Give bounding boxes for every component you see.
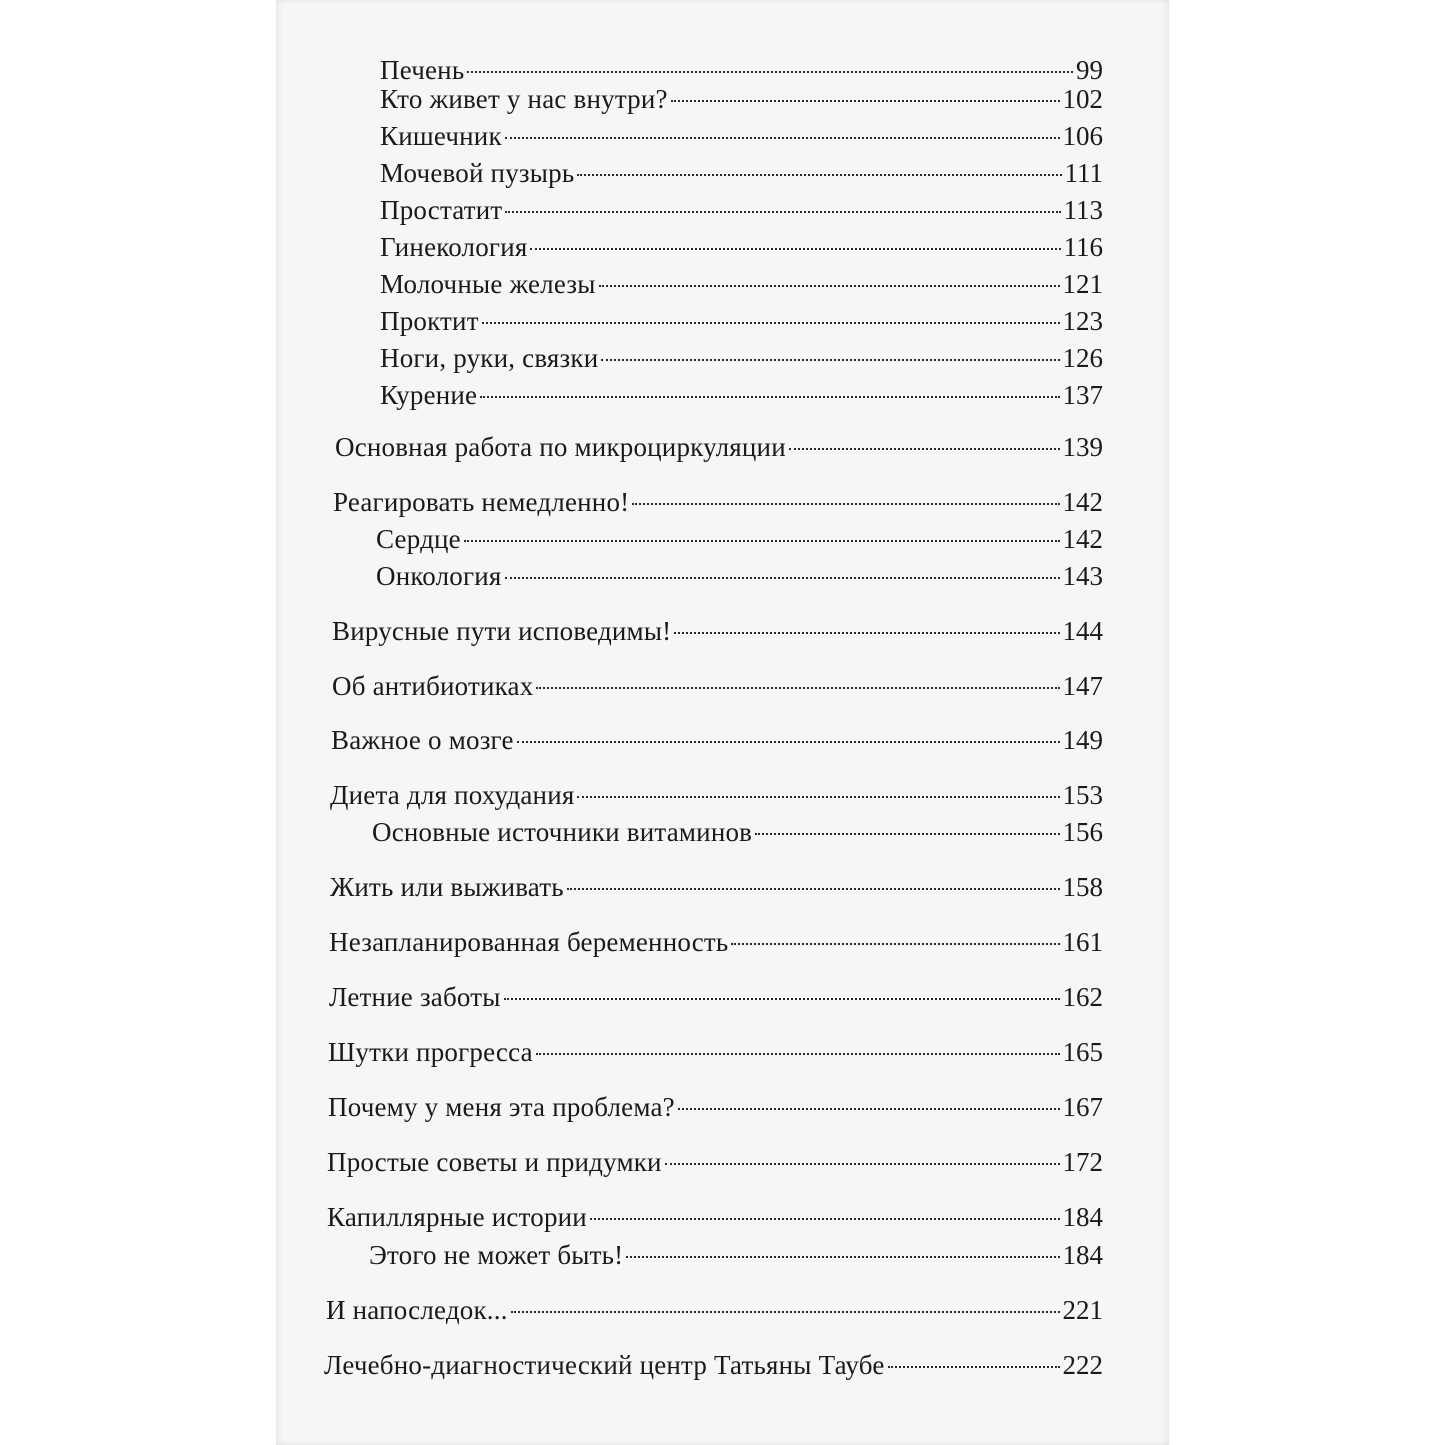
dot-leader (577, 173, 1061, 176)
toc-entry-page: 143 (1062, 561, 1103, 591)
dot-leader (482, 321, 1060, 324)
dot-leader (536, 686, 1059, 689)
toc-entry (330, 871, 1103, 903)
toc-entry-page: 184 (1062, 1202, 1103, 1232)
toc-entry (327, 1201, 1103, 1233)
dot-leader (665, 1162, 1060, 1165)
toc-entry-title: Капиллярные истории (327, 1202, 587, 1232)
toc-entry-title: Простые советы и придумки (327, 1147, 662, 1177)
dot-leader (632, 502, 1059, 505)
toc-entry-title: Почему у меня эта проблема? (328, 1092, 675, 1122)
dot-leader (567, 887, 1060, 890)
toc-entry-page: 106 (1062, 121, 1103, 151)
toc-entry-title: Кишечник (380, 121, 502, 151)
toc-entry (380, 342, 1103, 374)
toc-entry (332, 615, 1103, 647)
toc-entry-page: 142 (1062, 524, 1103, 554)
dot-leader (601, 358, 1059, 361)
toc-entry-title: Вирусные пути исповедимы! (332, 616, 672, 646)
toc-entry-page: 158 (1062, 872, 1103, 902)
toc-entry (331, 724, 1103, 756)
toc-entry (369, 1239, 1103, 1271)
dot-leader (536, 1052, 1060, 1055)
dot-leader (678, 1107, 1060, 1110)
dot-leader (505, 136, 1060, 139)
dot-leader (504, 997, 1060, 1000)
dot-leader (505, 210, 1060, 213)
toc-entry (376, 523, 1103, 555)
toc-entry (372, 816, 1103, 848)
toc-entry (380, 305, 1103, 337)
toc-entry-title: Важное о мозге (331, 725, 514, 755)
toc-entry (380, 157, 1103, 189)
toc-entry (380, 120, 1103, 152)
toc-entry-page: 165 (1062, 1037, 1103, 1067)
toc-entry (380, 268, 1103, 300)
toc-entry-title: Мочевой пузырь (380, 158, 575, 188)
toc-entry-page: 113 (1063, 195, 1103, 225)
toc-entry (335, 431, 1103, 463)
toc-entry-title: Этого не может быть! (369, 1240, 624, 1270)
toc-entry-page: 102 (1062, 84, 1103, 114)
dot-leader (464, 539, 1060, 542)
dot-leader (731, 942, 1059, 945)
toc-entry-page: 172 (1062, 1147, 1103, 1177)
toc-entry-title: Шутки прогресса (328, 1037, 533, 1067)
toc-entry (326, 1294, 1103, 1326)
dot-leader (590, 1217, 1060, 1220)
toc-entry (380, 194, 1103, 226)
toc-entry-page: 184 (1062, 1240, 1103, 1270)
toc-entry-page: 161 (1062, 927, 1103, 957)
dot-leader (511, 1310, 1060, 1313)
book-page (276, 0, 1169, 1445)
toc-entry-page: 99 (1076, 55, 1103, 85)
dot-leader (517, 740, 1060, 743)
toc-entry-page: 221 (1062, 1295, 1103, 1325)
dot-leader (755, 832, 1059, 835)
toc-entry-page: 222 (1062, 1350, 1103, 1380)
toc-entry-page: 139 (1062, 432, 1103, 462)
dot-leader (467, 70, 1073, 73)
toc-entry-title: Курение (380, 380, 478, 410)
toc-entry-page: 116 (1063, 232, 1103, 262)
toc-entry-title: Онкология (376, 561, 502, 591)
toc-entry-title: Жить или выживать (330, 872, 564, 902)
toc-entry (330, 779, 1103, 811)
toc-entry-title: Простатит (380, 195, 503, 225)
toc-entry (327, 1146, 1103, 1178)
toc-entry (333, 486, 1103, 518)
toc-entry (328, 1036, 1103, 1068)
toc-entry (328, 1091, 1103, 1123)
toc-entry-page: 144 (1062, 616, 1103, 646)
toc-entry-title: И напоследок... (326, 1295, 508, 1325)
dot-leader (674, 631, 1059, 634)
dot-leader (789, 447, 1060, 450)
toc-entry-title: Незапланированная беременность (329, 927, 729, 957)
toc-entry (376, 560, 1103, 592)
toc-entry (380, 54, 1103, 86)
toc-entry-page: 123 (1062, 306, 1103, 336)
dot-leader (577, 795, 1059, 798)
toc-entry-title: Летние заботы (329, 982, 501, 1012)
toc-entry-page: 126 (1062, 343, 1103, 373)
toc-entry-title: Кто живет у нас внутри? (380, 84, 668, 114)
toc-entry-title: Ноги, руки, связки (380, 343, 599, 373)
toc-entry-title: Молочные железы (380, 269, 596, 299)
toc-entry-page: 153 (1062, 780, 1103, 810)
toc-entry-page: 142 (1062, 487, 1103, 517)
dot-leader (626, 1255, 1059, 1258)
toc-entry (329, 981, 1103, 1013)
toc-entry-title: Лечебно-диагностический центр Татьяны Таубе (324, 1350, 885, 1380)
toc-entry-page: 162 (1062, 982, 1103, 1012)
dot-leader (480, 395, 1059, 398)
toc-entry-page: 167 (1062, 1092, 1103, 1122)
toc-entry-page: 149 (1062, 725, 1103, 755)
dot-leader (530, 247, 1060, 250)
toc-entry-title: Об антибиотиках (332, 671, 534, 701)
table-of-contents (276, 0, 1169, 1445)
toc-entry-title: Основная работа по микроциркуляции (335, 432, 786, 462)
toc-entry-title: Основные источники витаминов (372, 817, 753, 847)
toc-entry (380, 231, 1103, 263)
toc-entry-title: Гинекология (380, 232, 528, 262)
toc-entry (324, 1349, 1103, 1381)
toc-entry-title: Сердце (376, 524, 461, 554)
toc-entry (380, 83, 1103, 115)
toc-entry (329, 926, 1103, 958)
toc-entry-title: Диета для похудания (330, 780, 575, 810)
dot-leader (599, 284, 1060, 287)
toc-entry-page: 121 (1062, 269, 1103, 299)
dot-leader (505, 576, 1060, 579)
toc-entry-page: 147 (1062, 671, 1103, 701)
toc-entry (332, 670, 1103, 702)
dot-leader (888, 1365, 1060, 1368)
toc-entry-title: Реагировать немедленно! (333, 487, 630, 517)
toc-entry-title: Проктит (380, 306, 479, 336)
toc-entry-title: Печень (380, 55, 465, 85)
toc-entry-page: 111 (1064, 158, 1103, 188)
toc-entry-page: 156 (1062, 817, 1103, 847)
dot-leader (671, 99, 1060, 102)
toc-entry (380, 379, 1103, 411)
toc-entry-page: 137 (1062, 380, 1103, 410)
